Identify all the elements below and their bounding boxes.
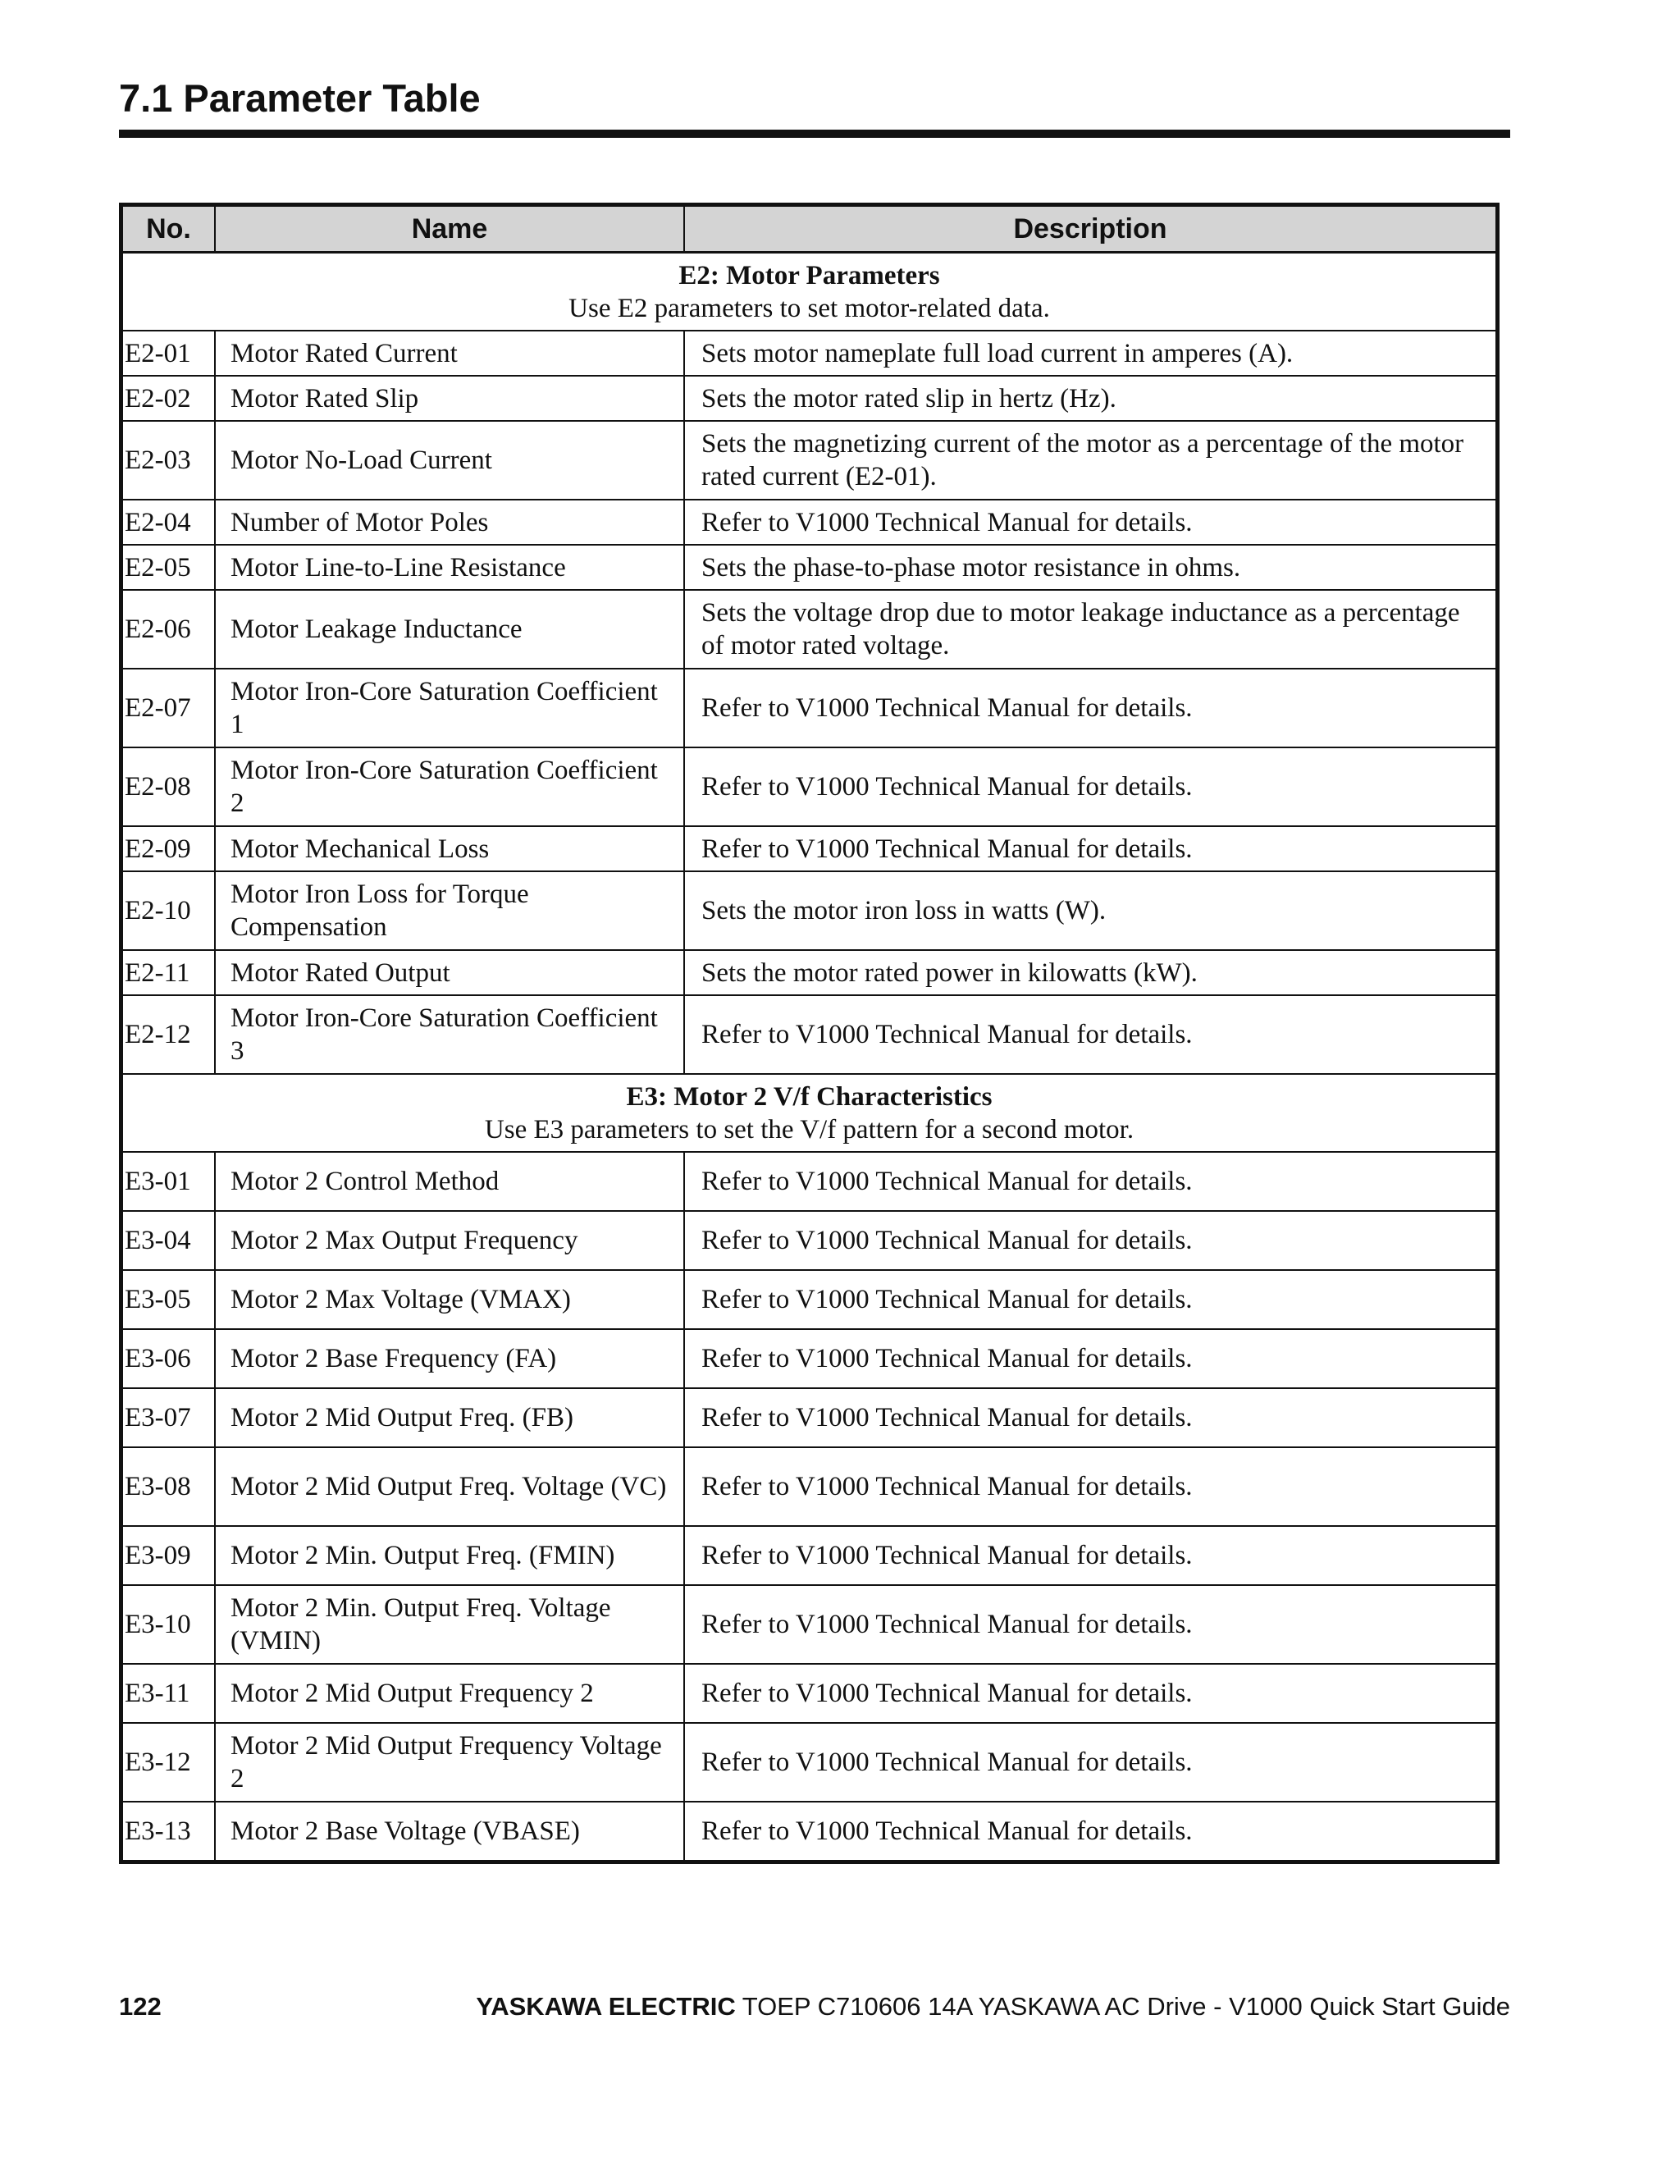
table-row <box>121 1388 1498 1447</box>
parameter-description: Sets the motor rated slip in hertz (Hz). <box>684 376 1498 421</box>
section-row-e2 <box>121 253 1498 331</box>
parameter-number: E2-11 <box>121 950 216 995</box>
parameter-name: Motor Line-to-Line Resistance <box>215 545 684 590</box>
footer-document-info <box>476 1992 1510 2022</box>
parameter-name: Motor 2 Base Voltage (VBASE) <box>215 1802 684 1862</box>
table-row <box>121 1447 1498 1526</box>
column-header-no: No. <box>121 205 216 253</box>
table-row <box>121 421 1498 500</box>
table-row <box>121 376 1498 421</box>
parameter-description: Refer to V1000 Technical Manual for details. <box>684 1447 1498 1526</box>
table-row <box>121 871 1498 950</box>
parameter-name: Motor 2 Mid Output Freq. (FB) <box>215 1388 684 1447</box>
parameter-number: E3-11 <box>121 1664 216 1723</box>
parameter-description: Refer to V1000 Technical Manual for details. <box>684 1723 1498 1802</box>
parameter-number: E3-08 <box>121 1447 216 1526</box>
parameter-name: Motor Rated Slip <box>215 376 684 421</box>
table-row <box>121 747 1498 826</box>
table-row <box>121 1211 1498 1270</box>
parameter-description: Refer to V1000 Technical Manual for details. <box>684 669 1498 747</box>
table-row <box>121 545 1498 590</box>
parameter-description: Refer to V1000 Technical Manual for details. <box>684 826 1498 871</box>
parameter-description: Refer to V1000 Technical Manual for details. <box>684 1585 1498 1664</box>
footer-doc-title: TOEP C710606 14A YASKAWA AC Drive - V1000 Quick Start Guide <box>735 1992 1510 2021</box>
section-description-e2: Use E2 parameters to set motor-related data. <box>568 293 1050 323</box>
parameter-number: E3-01 <box>121 1152 216 1211</box>
parameter-description: Refer to V1000 Technical Manual for details. <box>684 1526 1498 1585</box>
table-row <box>121 1329 1498 1388</box>
parameter-number: E3-12 <box>121 1723 216 1802</box>
table-row <box>121 1270 1498 1329</box>
table-row <box>121 1664 1498 1723</box>
parameter-description: Refer to V1000 Technical Manual for details. <box>684 1329 1498 1388</box>
parameter-name: Motor 2 Max Voltage (VMAX) <box>215 1270 684 1329</box>
parameter-name: Motor 2 Max Output Frequency <box>215 1211 684 1270</box>
parameter-number: E2-09 <box>121 826 216 871</box>
parameter-name: Motor Iron Loss for Torque Compensation <box>215 871 684 950</box>
table-row <box>121 1585 1498 1664</box>
parameter-description: Refer to V1000 Technical Manual for details. <box>684 1211 1498 1270</box>
table-row <box>121 669 1498 747</box>
table-row <box>121 590 1498 669</box>
section-title-e2: E2: Motor Parameters <box>678 260 940 290</box>
table-row <box>121 1152 1498 1211</box>
parameter-description: Refer to V1000 Technical Manual for details. <box>684 1664 1498 1723</box>
parameter-number: E3-04 <box>121 1211 216 1270</box>
parameter-number: E2-06 <box>121 590 216 669</box>
section-cell-e3 <box>121 1074 1498 1152</box>
parameter-description: Refer to V1000 Technical Manual for details. <box>684 1388 1498 1447</box>
parameter-description: Sets the motor iron loss in watts (W). <box>684 871 1498 950</box>
parameter-number: E3-10 <box>121 1585 216 1664</box>
parameter-description: Refer to V1000 Technical Manual for details. <box>684 1152 1498 1211</box>
parameter-description: Refer to V1000 Technical Manual for details. <box>684 500 1498 545</box>
footer-brand: YASKAWA ELECTRIC <box>476 1992 736 2021</box>
page-title: 7.1 Parameter Table <box>119 76 481 120</box>
table-row <box>121 826 1498 871</box>
column-header-name: Name <box>215 205 684 253</box>
column-header-description: Description <box>684 205 1498 253</box>
table-row <box>121 500 1498 545</box>
parameter-name: Motor Iron-Core Saturation Coefficient 2 <box>215 747 684 826</box>
title-rule <box>119 130 1510 138</box>
parameter-description: Sets motor nameplate full load current in amperes (A). <box>684 331 1498 376</box>
parameter-number: E2-03 <box>121 421 216 500</box>
parameter-number: E2-10 <box>121 871 216 950</box>
parameter-name: Motor Mechanical Loss <box>215 826 684 871</box>
parameter-number: E3-05 <box>121 1270 216 1329</box>
parameter-name: Motor 2 Mid Output Freq. Voltage (VC) <box>215 1447 684 1526</box>
section-row-e3 <box>121 1074 1498 1152</box>
parameter-description: Refer to V1000 Technical Manual for details. <box>684 747 1498 826</box>
parameter-number: E2-02 <box>121 376 216 421</box>
parameter-description: Sets the voltage drop due to motor leakage inductance as a percentage of motor rated voltage. <box>684 590 1498 669</box>
table-row <box>121 1723 1498 1802</box>
page-footer <box>119 1992 1510 2025</box>
table-row <box>121 1526 1498 1585</box>
parameter-name: Motor Rated Output <box>215 950 684 995</box>
parameter-number: E3-09 <box>121 1526 216 1585</box>
parameter-number: E3-07 <box>121 1388 216 1447</box>
parameter-description: Refer to V1000 Technical Manual for details. <box>684 1802 1498 1862</box>
table-header-row <box>121 205 1498 253</box>
parameter-description: Refer to V1000 Technical Manual for details. <box>684 1270 1498 1329</box>
parameter-number: E2-01 <box>121 331 216 376</box>
parameter-name: Motor No-Load Current <box>215 421 684 500</box>
parameter-name: Motor 2 Mid Output Frequency Voltage 2 <box>215 1723 684 1802</box>
parameter-number: E2-05 <box>121 545 216 590</box>
table-row <box>121 950 1498 995</box>
section-cell-e2 <box>121 253 1498 331</box>
section-title-e3: E3: Motor 2 V/f Characteristics <box>626 1081 993 1112</box>
table-row <box>121 1802 1498 1862</box>
parameter-name: Motor Iron-Core Saturation Coefficient 1 <box>215 669 684 747</box>
parameter-number: E2-04 <box>121 500 216 545</box>
parameter-name: Motor 2 Min. Output Freq. (FMIN) <box>215 1526 684 1585</box>
parameter-name: Motor 2 Mid Output Frequency 2 <box>215 1664 684 1723</box>
parameter-number: E3-06 <box>121 1329 216 1388</box>
parameter-name: Motor Rated Current <box>215 331 684 376</box>
parameter-description: Sets the magnetizing current of the motor as a percentage of the motor rated current (E2-01). <box>684 421 1498 500</box>
parameter-number: E2-07 <box>121 669 216 747</box>
parameter-number: E2-08 <box>121 747 216 826</box>
table-row <box>121 331 1498 376</box>
parameter-description: Sets the phase-to-phase motor resistance in ohms. <box>684 545 1498 590</box>
parameter-name: Motor Leakage Inductance <box>215 590 684 669</box>
table-row <box>121 995 1498 1074</box>
parameter-description: Sets the motor rated power in kilowatts (kW). <box>684 950 1498 995</box>
parameter-description: Refer to V1000 Technical Manual for details. <box>684 995 1498 1074</box>
page-number: 122 <box>119 1992 162 2021</box>
parameter-number: E2-12 <box>121 995 216 1074</box>
parameter-table <box>119 203 1500 1864</box>
parameter-name: Motor 2 Base Frequency (FA) <box>215 1329 684 1388</box>
parameter-name: Motor Iron-Core Saturation Coefficient 3 <box>215 995 684 1074</box>
parameter-name: Motor 2 Min. Output Freq. Voltage (VMIN) <box>215 1585 684 1664</box>
parameter-number: E3-13 <box>121 1802 216 1862</box>
parameter-name: Number of Motor Poles <box>215 500 684 545</box>
section-description-e3: Use E3 parameters to set the V/f pattern for a second motor. <box>484 1114 1134 1145</box>
parameter-name: Motor 2 Control Method <box>215 1152 684 1211</box>
